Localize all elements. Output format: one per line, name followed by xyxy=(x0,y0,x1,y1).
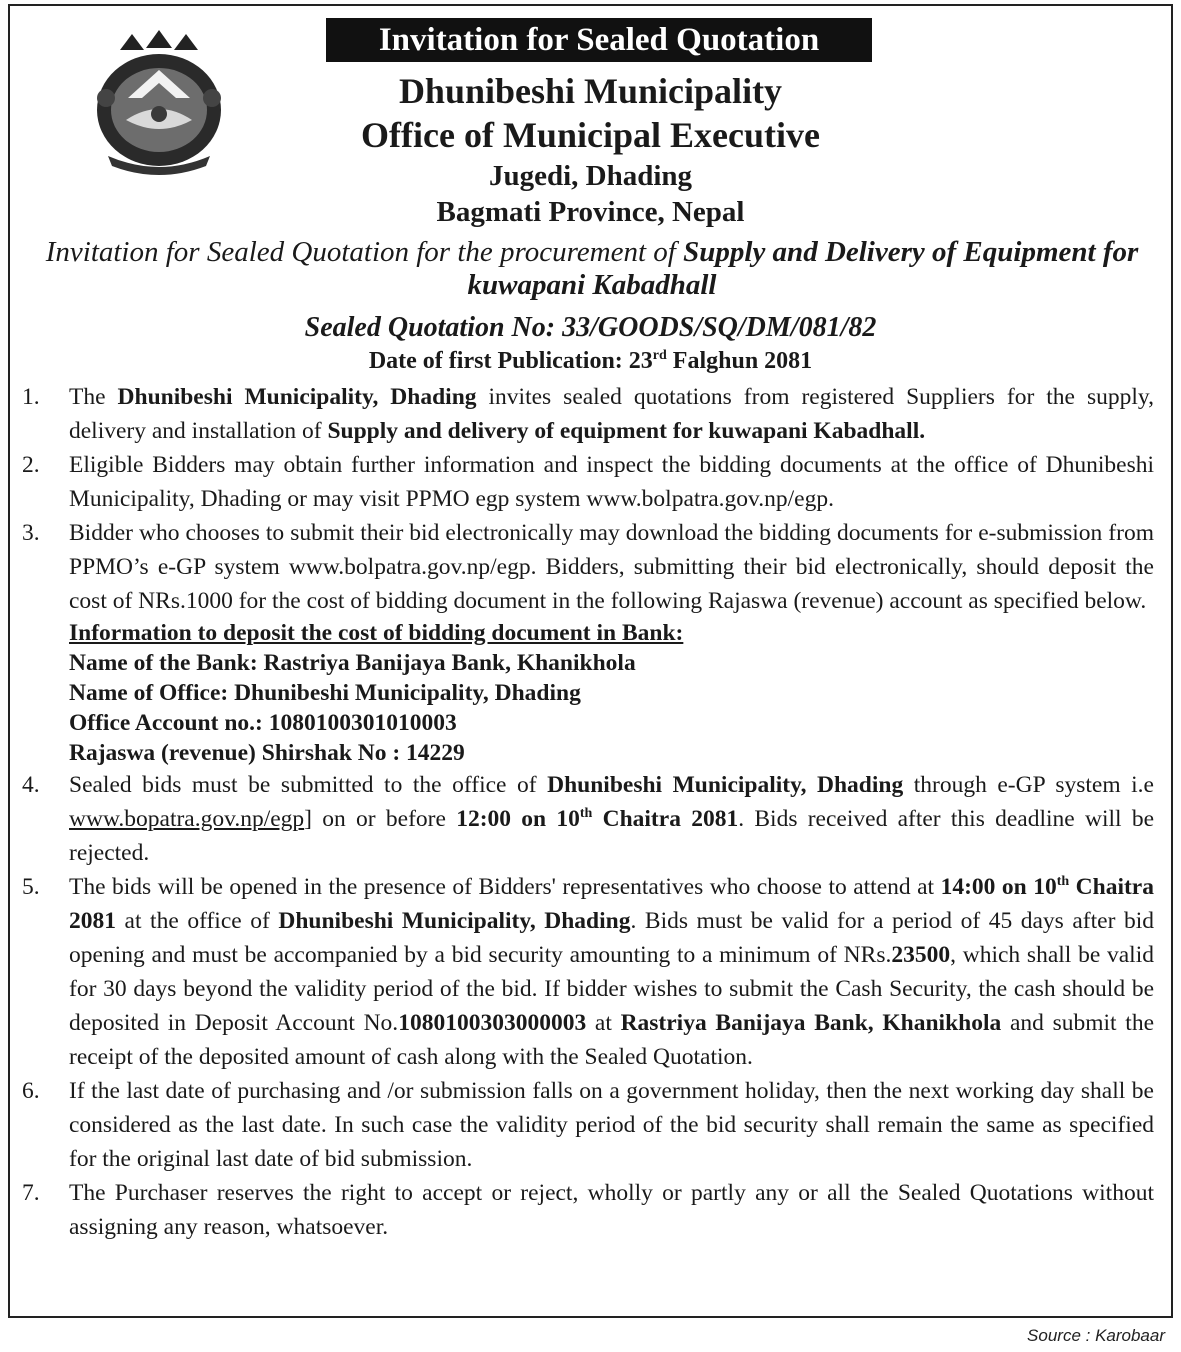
intro-prefix: Invitation for Sealed Quotation for the procurement of xyxy=(45,236,684,268)
clause-bold: Chaitra 2081 xyxy=(592,806,739,832)
publication-label: Date of first Publication: 23 xyxy=(368,348,653,374)
source-credit: Source : Karobaar xyxy=(1027,1326,1165,1345)
clause-6 xyxy=(22,1074,1154,1176)
clause-bold: 1080100303000003 xyxy=(398,1010,587,1036)
clause-text: invites sealed quotations from registered Suppliers for the supply, delivery and installation of xyxy=(69,384,1154,444)
office-name: Office of Municipal Executive xyxy=(361,115,820,155)
clause-4 xyxy=(22,768,1154,870)
clause-bold: Chaitra 2081 xyxy=(69,874,1154,934)
clause-bold: Dhunibeshi Municipality, Dhading xyxy=(117,384,477,410)
clause-1 xyxy=(22,380,1154,448)
egp-link[interactable]: www.bopatra.gov.np/egp xyxy=(69,806,305,832)
municipality-name: Dhunibeshi Municipality xyxy=(398,71,783,111)
rajaswa-number: Rajaswa (revenue) Shirshak No : 14229 xyxy=(69,740,465,766)
intro-subject: Supply and Delivery of Equipment for kuwapani Kabadhall xyxy=(467,236,1139,301)
office-location: Jugedi, Dhading xyxy=(488,160,693,192)
clause-text: If the last date of purchasing and /or submission falls on a government holiday, then the next working day shall be considered as the last date. In such case the validity period of the bid security shall remain the same as specified for the original last date of bid submission. xyxy=(69,1078,1154,1172)
clause-text: The xyxy=(69,384,118,410)
clause-bold: Rastriya Banijaya Bank, Khanikhola xyxy=(620,1010,1002,1036)
clause-bold: Dhunibeshi Municipality, Dhading xyxy=(278,908,631,934)
clause-text: through e-GP system i.e xyxy=(903,772,1154,798)
clause-list xyxy=(22,380,1154,1244)
clause-text: The Purchaser reserves the right to accept or reject, wholly or partly any or all the Sealed Quotations without assigning any reason, whatsoever. xyxy=(69,1180,1154,1240)
publication-sup: rd xyxy=(652,348,667,363)
clause-text: at the office of xyxy=(116,908,279,934)
clause-text: at xyxy=(586,1010,621,1036)
publication-date xyxy=(0,348,1181,375)
publication-rest: Falghun 2081 xyxy=(666,348,813,374)
clause-number: 6. xyxy=(22,1078,40,1104)
clause-text: and submit the receipt of the deposited amount of cash along with the Sealed Quotation. xyxy=(69,1010,1154,1070)
clause-text: ] on or before xyxy=(304,806,457,832)
clause-text: . Bids received after this deadline will be rejected. xyxy=(69,806,1155,866)
clause-number: 4. xyxy=(22,772,40,798)
clause-sup: th xyxy=(1056,874,1070,890)
clause-3 xyxy=(22,516,1154,618)
clause-sup: th xyxy=(579,806,593,822)
clause-text: Eligible Bidders may obtain further information and inspect the bidding documents at the office of Dhunibeshi Municipality, Dhading or may visit PPMO egp system www.bolpatra.gov.np/egp. xyxy=(69,452,1154,512)
clause-text: The bids will be opened in the presence of Bidders' representatives who choose to attend at xyxy=(69,874,941,900)
clause-bold: 23500 xyxy=(891,942,951,968)
clause-text: . Bids must be valid for a period of 45 days after bid opening and must be accompanied by a bid security amounting to a minimum of NRs. xyxy=(69,908,1154,968)
office-account-number: Office Account no.: 1080100301010003 xyxy=(69,710,457,736)
intro-text xyxy=(30,236,1154,302)
clause-7 xyxy=(22,1176,1154,1244)
clause-number: 1. xyxy=(22,384,40,410)
quotation-number: Sealed Quotation No: 33/GOODS/SQ/DM/081/82 xyxy=(304,312,877,343)
clause-5 xyxy=(22,870,1154,1074)
office-account-name: Name of Office: Dhunibeshi Municipality, Dhading xyxy=(69,680,581,706)
clause-bold: Dhunibeshi Municipality, Dhading xyxy=(547,772,904,798)
clause-number: 5. xyxy=(22,874,40,900)
clause-number: 3. xyxy=(22,520,40,546)
notice-title: Invitation for Sealed Quotation xyxy=(326,18,872,62)
clause-number: 7. xyxy=(22,1180,40,1206)
clause-bold: 14:00 on 10 xyxy=(940,874,1057,900)
clause-bold: 12:00 on 10 xyxy=(456,806,580,832)
bank-heading: Information to deposit the cost of bidding document in Bank: xyxy=(69,620,684,646)
bank-name: Name of the Bank: Rastriya Banijaya Bank, Khanikhola xyxy=(69,650,636,676)
clause-text: , which shall be valid for 30 days beyond the validity period of the bid. If bidder wishes to submit the Cash Security, the cash should be deposited in Deposit Account No. xyxy=(69,942,1154,1036)
clause-bold: Supply and delivery of equipment for kuwapani Kabadhall. xyxy=(327,418,926,444)
province: Bagmati Province, Nepal xyxy=(436,196,745,228)
clause-text: Sealed bids must be submitted to the office of xyxy=(69,772,548,798)
bank-info xyxy=(22,618,1154,768)
clause-text: Bidder who chooses to submit their bid electronically may download the bidding documents for e-submission from PPMO’s e-GP system www.bolpatra.gov.np/egp. Bidders, submitting their bid electronically, should deposit the cost of NRs.1000 for the cost of bidding document in the following Rajaswa (revenue) account as specified below. xyxy=(69,520,1154,614)
clause-number: 2. xyxy=(22,452,40,478)
clause-2 xyxy=(22,448,1154,516)
